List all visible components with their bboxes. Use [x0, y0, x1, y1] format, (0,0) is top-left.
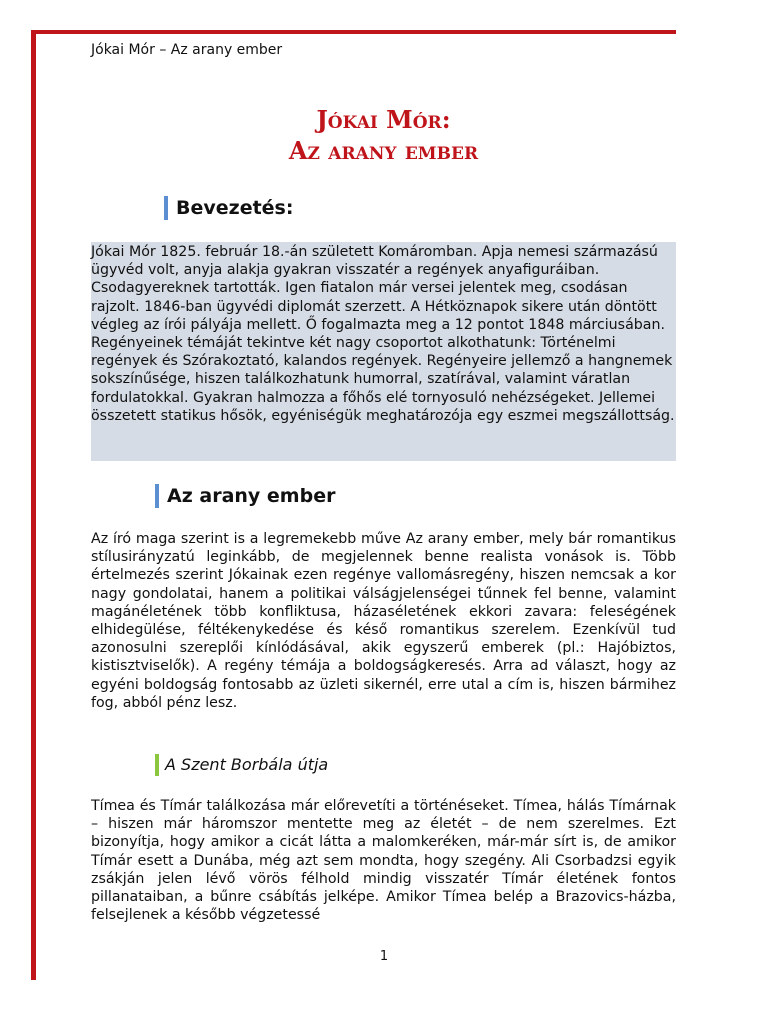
page-border-left [31, 30, 36, 980]
page-number: 1 [379, 949, 389, 964]
title-author: Jókai Mór: [316, 105, 451, 134]
borbala-paragraph: Tímea és Tímár találkozása már előrevetíti a történéseket. Tímea, hálás Tímárnak – hiszen már háromszor mentette meg az életét – de nem szerelmes. Ezt bizonyítja, hogy amikor a cicát látta a malomkeréken, már-már sírt is, de amikor Tímár esett a Dunába, még azt sem mondta, hogy szegény. Ali Csorbadzsi egyik zsákján jelen lévő vörös félhold mindig visszatér Tímár életének fontos pillanataiban, a bűnre csábítás jelképe. Amikor Tímea belép a Brazovics-házba, felsejlenek a később végzetessé [91, 798, 676, 924]
title-work: Az arany ember [288, 136, 479, 165]
document-title [91, 104, 676, 166]
heading-arany-ember: Az arany ember [155, 484, 335, 508]
running-header: Jókai Mór – Az arany ember [91, 42, 283, 58]
page-border-top [31, 30, 676, 34]
arany-ember-paragraph: Az író maga szerint is a legremekebb műve Az arany ember, mely bár romantikus stílusirányzatú leginkább, de megjelennek benne realista vonások is. Több értelmezés szerint Jókainak ezen regénye vallomásregény, hiszen nemcsak a kor nagy gondolatai, hanem a politikai válságjelenségei tűnnek fel benne, valamint magánéletének több konfliktusa, házaséletének ekkori zavara: feleségének elhidegülése, féltékenykedése és késő romantikus szerelem. Ezenkívül tud azonosulni szereplői kínlódásával, akik egyszerű emberek (pl.: Hajóbiztos, kistisztviselők). A regény témája a boldogságkeresés. Arra ad választ, hogy az egyéni boldogság fontosabb az üzleti sikernél, erre utal a cím is, hiszen bármihez fog, abból pénz lesz. [91, 531, 676, 711]
intro-paragraph: Jókai Mór 1825. február 18.-án született Komáromban. Apja nemesi származású ügyvéd volt, anyja alakja gyakran visszatér a regények anyafiguráiban. Csodagyereknek tartották. Igen fiatalon már versei jelentek meg, csodásan rajzolt. 1846-ban ügyvédi diplomát szerzett. A Hétköznapok sikere után döntött végleg az írói pályája mellett. Ő fogalmazta meg a 12 pontot 1848 márciusában. Regényeinek témáját tekintve két nagy csoportot alkothatunk: Történelmi regények és Szórakoztató, kalandos regények. Regényeire jellemző a hangnemek sokszínűsége, hiszen találkozhatunk humorral, szatírával, valamint váratlan fordulatokkal. Gyakran halmozza a főhős elé tornyosuló nehézségeket. Jellemei összetett statikus hősök, egyéniségük meghatározója egy eszmei megszállottság. [91, 244, 675, 424]
heading-intro: Bevezetés: [164, 196, 293, 220]
heading-szent-borbala: A Szent Borbála útja [155, 754, 328, 776]
